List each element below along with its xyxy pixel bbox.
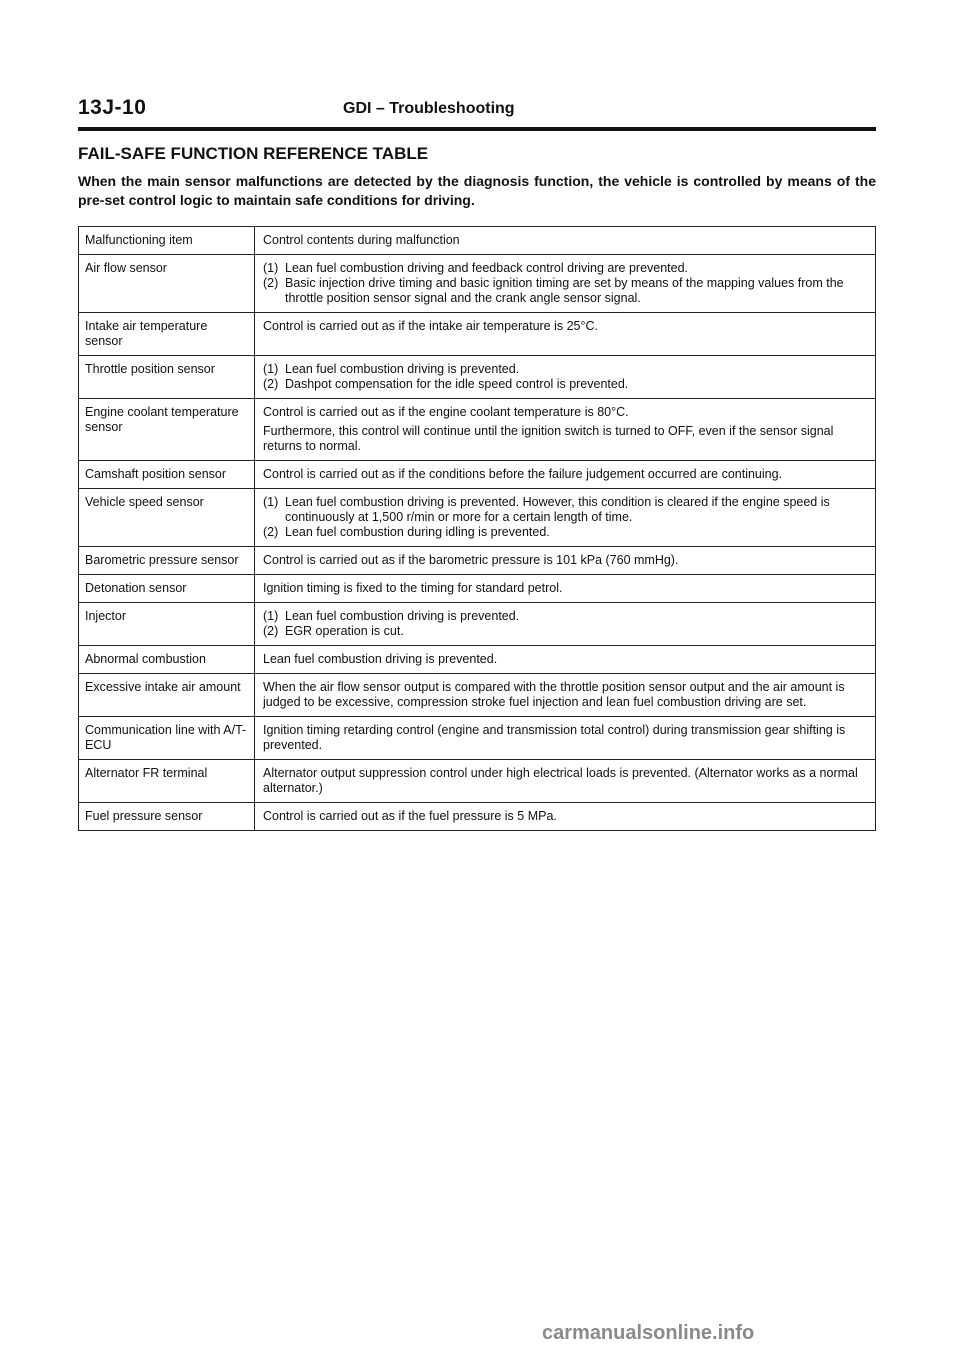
- line-text: Lean fuel combustion during idling is prevented.: [285, 525, 550, 539]
- line-number: (1): [263, 609, 279, 623]
- line-number: (2): [263, 525, 279, 539]
- fail-safe-table: [78, 226, 876, 831]
- malfunctioning-item: Barometric pressure sensor: [79, 547, 255, 575]
- control-contents: [255, 547, 876, 575]
- table-row: [79, 547, 876, 575]
- control-line: [263, 276, 869, 306]
- control-line: [263, 495, 869, 525]
- line-text: Control is carried out as if the fuel pressure is 5 MPa.: [263, 809, 557, 823]
- control-line: [263, 525, 869, 540]
- control-contents: [255, 461, 876, 489]
- control-line: [263, 680, 869, 710]
- control-line: [263, 581, 869, 596]
- table-row: [79, 356, 876, 399]
- line-text: Alternator output suppression control under high electrical loads is prevented. (Alternator works as a normal alternator.): [263, 766, 858, 795]
- malfunctioning-item: Fuel pressure sensor: [79, 803, 255, 831]
- control-contents: [255, 575, 876, 603]
- malfunctioning-item: Engine coolant temperature sensor: [79, 399, 255, 461]
- table-row: [79, 255, 876, 313]
- line-number: (2): [263, 276, 279, 290]
- control-line: [263, 377, 869, 392]
- control-line: [263, 261, 869, 276]
- malfunctioning-item: Throttle position sensor: [79, 356, 255, 399]
- line-text: Control is carried out as if the intake air temperature is 25°C.: [263, 319, 599, 333]
- control-contents: [255, 674, 876, 717]
- header-malfunctioning-item: Malfunctioning item: [79, 227, 255, 255]
- control-contents: [255, 356, 876, 399]
- line-text: Ignition timing retarding control (engine and transmission total control) during transmission gear shifting is prevented.: [263, 723, 846, 752]
- line-text: Lean fuel combustion driving is prevented.: [263, 652, 498, 666]
- control-contents: [255, 489, 876, 547]
- page-header: [78, 96, 876, 128]
- table-row: [79, 760, 876, 803]
- control-line: [263, 624, 869, 639]
- malfunctioning-item: Communication line with A/T-ECU: [79, 717, 255, 760]
- line-number: (2): [263, 624, 279, 638]
- control-contents: [255, 646, 876, 674]
- control-line: [263, 609, 869, 624]
- line-number: (1): [263, 261, 279, 275]
- table-row: [79, 674, 876, 717]
- line-number: (1): [263, 362, 279, 376]
- control-line: [263, 809, 869, 824]
- control-line: [263, 405, 869, 420]
- line-text: Control is carried out as if the engine coolant temperature is 80°C.: [263, 405, 629, 419]
- control-contents: [255, 803, 876, 831]
- malfunctioning-item: Detonation sensor: [79, 575, 255, 603]
- control-line: [263, 553, 869, 568]
- malfunctioning-item: Alternator FR terminal: [79, 760, 255, 803]
- control-line: [263, 652, 869, 667]
- line-text: EGR operation is cut.: [285, 624, 404, 638]
- table-row: [79, 489, 876, 547]
- control-line: [263, 766, 869, 796]
- control-contents: [255, 255, 876, 313]
- malfunctioning-item: Intake air temperature sensor: [79, 313, 255, 356]
- control-contents: [255, 603, 876, 646]
- table-row: [79, 461, 876, 489]
- table-row: [79, 803, 876, 831]
- control-contents: [255, 313, 876, 356]
- malfunctioning-item: Camshaft position sensor: [79, 461, 255, 489]
- line-text: Lean fuel combustion driving is prevented. However, this condition is cleared if the engine speed is continuously at 1,500 r/min or more for a certain length of time.: [285, 495, 830, 524]
- control-contents: [255, 760, 876, 803]
- page-number: 13J-10: [78, 96, 147, 119]
- control-line: [263, 467, 869, 482]
- control-contents: [255, 399, 876, 461]
- watermark: carmanualsonline.info: [542, 1322, 755, 1344]
- control-line: [263, 362, 869, 377]
- table-row: [79, 575, 876, 603]
- line-number: (2): [263, 377, 279, 391]
- line-text: Dashpot compensation for the idle speed control is prevented.: [285, 377, 629, 391]
- line-text: Control is carried out as if the conditions before the failure judgement occurred are continuing.: [263, 467, 783, 481]
- control-contents: [255, 717, 876, 760]
- header-control-contents: Control contents during malfunction: [255, 227, 876, 255]
- malfunctioning-item: Air flow sensor: [79, 255, 255, 313]
- line-text: Furthermore, this control will continue until the ignition switch is turned to OFF, even if the sensor signal returns to normal.: [263, 424, 834, 453]
- line-text: Lean fuel combustion driving and feedback control driving are prevented.: [285, 261, 689, 275]
- table-row: [79, 603, 876, 646]
- line-text: When the air flow sensor output is compared with the throttle position sensor output and the air amount is judged to be excessive, compression stroke fuel injection and lean fuel combustion driving are set.: [263, 680, 845, 709]
- table-header-row: [79, 227, 876, 255]
- intro-paragraph: When the main sensor malfunctions are detected by the diagnosis function, the vehicle is controlled by means of the pre-set control logic to maintain safe conditions for driving.: [78, 173, 876, 208]
- table-row: [79, 313, 876, 356]
- malfunctioning-item: Excessive intake air amount: [79, 674, 255, 717]
- control-line: [263, 424, 869, 454]
- header-rule: [78, 127, 876, 131]
- section-title: GDI – Troubleshooting: [343, 100, 515, 117]
- malfunctioning-item: Vehicle speed sensor: [79, 489, 255, 547]
- line-text: Basic injection drive timing and basic ignition timing are set by means of the mapping values from the throttle position sensor signal and the crank angle sensor signal.: [285, 276, 844, 305]
- page-title: FAIL-SAFE FUNCTION REFERENCE TABLE: [78, 144, 429, 163]
- control-line: [263, 723, 869, 753]
- control-line: [263, 319, 869, 334]
- line-text: Lean fuel combustion driving is prevented.: [285, 362, 520, 376]
- malfunctioning-item: Injector: [79, 603, 255, 646]
- table-row: [79, 717, 876, 760]
- table-row: [79, 646, 876, 674]
- table-row: [79, 399, 876, 461]
- malfunctioning-item: Abnormal combustion: [79, 646, 255, 674]
- line-text: Control is carried out as if the barometric pressure is 101 kPa (760 mmHg).: [263, 553, 679, 567]
- line-number: (1): [263, 495, 279, 509]
- line-text: Ignition timing is fixed to the timing for standard petrol.: [263, 581, 563, 595]
- line-text: Lean fuel combustion driving is prevented.: [285, 609, 520, 623]
